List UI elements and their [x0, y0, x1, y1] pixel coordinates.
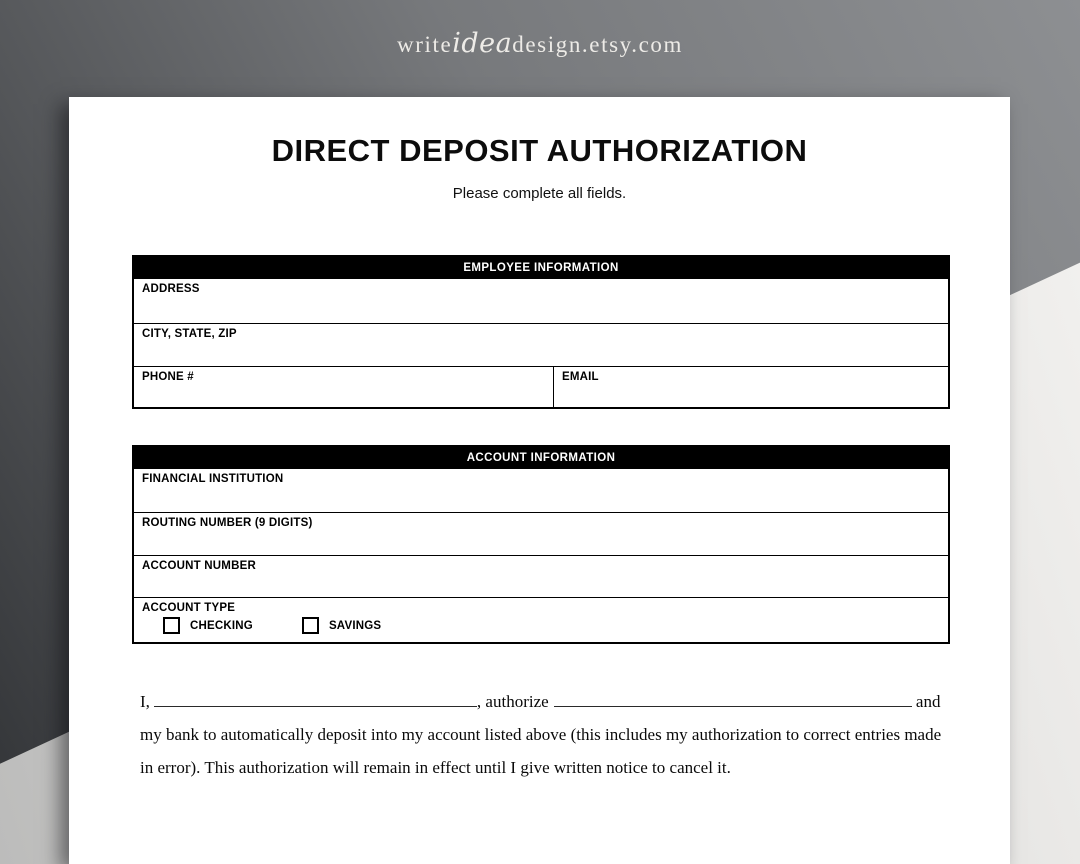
account-number-field[interactable]: [134, 555, 948, 597]
form-subtitle: Please complete all fields.: [452, 185, 627, 202]
company-name-blank[interactable]: [554, 690, 912, 707]
savings-label: SAVINGS: [328, 619, 382, 632]
employee-name-blank[interactable]: [154, 690, 477, 707]
routing-number-label: ROUTING NUMBER (9 DIGITS): [142, 517, 313, 529]
authorization-intro: I,: [140, 692, 150, 711]
city-state-zip-label: CITY, STATE, ZIP: [142, 328, 237, 340]
authorization-middle: , authorize: [476, 692, 549, 711]
phone-field[interactable]: [134, 367, 554, 407]
authorization-statement: [140, 685, 952, 784]
form-title: DIRECT DEPOSIT AUTHORIZATION: [271, 133, 808, 168]
address-field[interactable]: [134, 278, 948, 323]
financial-institution-field[interactable]: [134, 468, 948, 512]
authorization-first-line: [140, 692, 912, 711]
employee-information-section: [132, 255, 950, 409]
savings-checkbox[interactable]: [302, 617, 319, 634]
financial-institution-label: FINANCIAL INSTITUTION: [142, 473, 284, 485]
shop-watermark: [0, 28, 1080, 59]
employee-section-header: EMPLOYEE INFORMATION: [134, 257, 948, 278]
watermark-script-word: idea: [452, 28, 513, 59]
authorization-body: and my bank to automatically deposit into my account listed above (this includes my authorization to correct entries made in error). This authorization will remain in effect until I give written notice to cancel it.: [140, 692, 942, 777]
account-number-label: ACCOUNT NUMBER: [142, 560, 256, 572]
form-page: [69, 97, 1010, 864]
checking-checkbox[interactable]: [163, 617, 180, 634]
account-section-header: ACCOUNT INFORMATION: [134, 447, 948, 468]
routing-number-field[interactable]: [134, 512, 948, 555]
watermark-suffix: design.etsy.com: [512, 32, 683, 57]
address-label: ADDRESS: [142, 283, 200, 295]
account-type-label: ACCOUNT TYPE: [142, 602, 236, 614]
phone-label: PHONE #: [142, 371, 194, 383]
email-label: EMAIL: [562, 371, 599, 383]
account-information-section: [132, 445, 950, 644]
watermark-prefix: write: [397, 32, 453, 57]
checking-label: CHECKING: [190, 619, 253, 632]
city-state-zip-field[interactable]: [134, 323, 948, 366]
email-field[interactable]: [554, 367, 948, 407]
account-type-options: [163, 617, 948, 634]
account-type-row: [134, 597, 948, 642]
phone-email-row: [134, 366, 948, 407]
